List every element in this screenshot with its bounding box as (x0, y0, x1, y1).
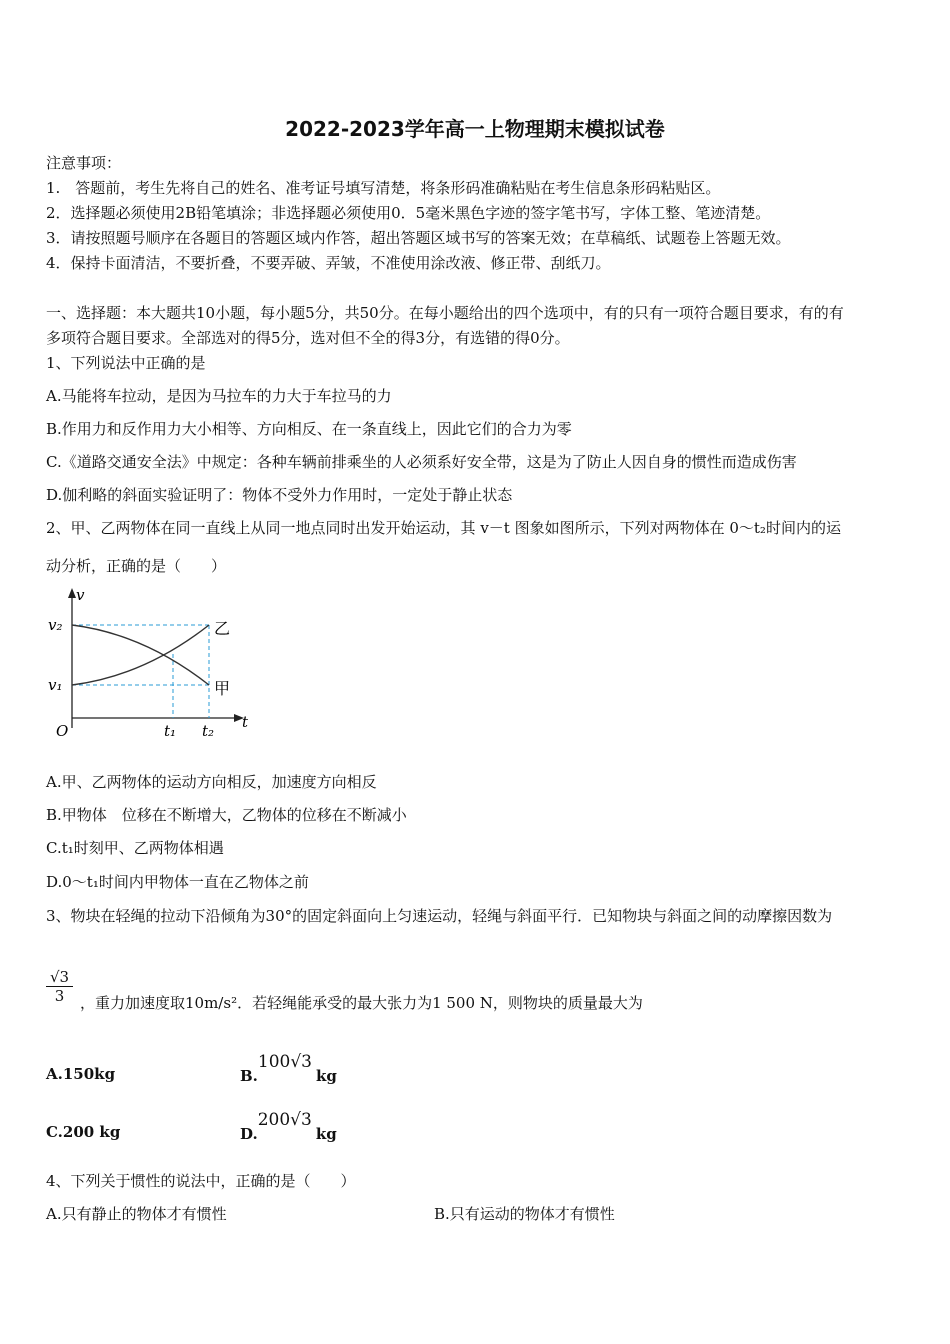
section-intro-line1: 一、选择题：本大题共10小题，每小题5分，共50分。在每小题给出的四个选项中，有的只有一项符合题目要求，有的有 (46, 304, 844, 322)
q3-option-d-unit: kg (315, 1125, 337, 1143)
t-axis-label: t (242, 713, 249, 731)
q1-option-b: B.作用力和反作用力大小相等、方向相反、在一条直线上，因此它们的合力为零 (46, 420, 572, 438)
yi-curve (72, 625, 209, 685)
q2-option-a: A.甲、乙两物体的运动方向相反，加速度方向相反 (46, 773, 377, 791)
q3-option-a: A.150kg (46, 1065, 116, 1083)
notice-item-4: 4．保持卡面清洁，不要折叠，不要弄破、弄皱，不准使用涂改液、修正带、刮纸刀。 (46, 254, 611, 272)
q3-option-b-prefix: B. (240, 1067, 258, 1085)
q3-fraction (46, 968, 73, 1005)
yi-label: 乙 (214, 619, 231, 638)
q3-option-c: C.200 kg (46, 1123, 121, 1141)
q3-stem-line1: 3、物块在轻绳的拉动下沿倾角为30°的固定斜面向上匀速运动，轻绳与斜面平行．已知物块与斜面之间的动摩擦因数为 (46, 907, 833, 925)
page-title: 2022-2023学年高一上物理期末模拟试卷 (285, 117, 665, 141)
vt-graph (44, 584, 254, 744)
q2-stem-line2: 动分析，正确的是（ ） (46, 557, 227, 575)
q3-option-b-unit: kg (316, 1067, 337, 1085)
notice-item-3: 3．请按照题号顺序在各题目的答题区域内作答，超出答题区域书写的答案无效；在草稿纸、试题卷上答题无效。 (46, 229, 791, 247)
q1-option-a: A.马能将车拉动，是因为马拉车的力大于车拉马的力 (46, 387, 392, 405)
v1-label: v₁ (48, 676, 63, 694)
q3-option-d (240, 1110, 337, 1143)
q2-option-d: D.0～t₁时间内甲物体一直在乙物体之前 (46, 873, 309, 891)
q1-option-d: D.伽利略的斜面实验证明了：物体不受外力作用时，一定处于静止状态 (46, 486, 513, 504)
q3-stem-line2: ，重力加速度取10m/s²．若轻绳能承受的最大张力为1 500 N，则物块的质量最大为 (80, 994, 643, 1012)
jia-curve (72, 625, 209, 685)
q2-option-c: C.t₁时刻甲、乙两物体相遇 (46, 839, 224, 857)
v-axis-arrow (68, 588, 76, 598)
notice-item-1: 1. 答题前，考生先将自己的姓名、准考证号填写清楚，将条形码准确粘贴在考生信息条形码粘贴区。 (46, 179, 721, 197)
q3-option-b (240, 1052, 337, 1085)
q3-fraction-numerator: √3 (46, 968, 73, 987)
v-axis-label: v (76, 586, 85, 604)
q2-option-b: B.甲物体 位移在不断增大，乙物体的位移在不断减小 (46, 806, 407, 824)
q3-option-b-math: 100√3 (257, 1052, 313, 1072)
q3-option-d-prefix: D. (240, 1125, 258, 1143)
t2-label: t₂ (202, 722, 215, 740)
section-intro-line2: 多项符合题目要求。全部选对的得5分，选对但不全的得3分，有选错的得0分。 (46, 329, 570, 347)
t1-label: t₁ (164, 722, 177, 740)
notice-item-2: 2．选择题必须使用2B铅笔填涂；非选择题必须使用0．5毫米黑色字迹的签字笔书写，字体工整、笔迹清楚。 (46, 204, 771, 222)
v2-label: v₂ (48, 616, 63, 634)
origin-label: O (56, 722, 69, 740)
notice-heading: 注意事项： (46, 154, 122, 172)
jia-label: 甲 (214, 679, 231, 698)
q4-stem: 4、下列关于惯性的说法中，正确的是（ ） (46, 1172, 356, 1190)
q4-option-a: A.只有静止的物体才有惯性 (46, 1205, 227, 1223)
q1-stem: 1、下列说法中正确的是 (46, 354, 206, 372)
q3-fraction-denominator: 3 (54, 987, 65, 1005)
q4-option-b: B.只有运动的物体才有惯性 (434, 1205, 615, 1223)
q2-stem-line1: 2、甲、乙两物体在同一直线上从同一地点同时出发开始运动，其 v－t 图象如图所示，下列对两物体在 0～t₂时间内的运 (46, 519, 841, 537)
q1-option-c: C.《道路交通安全法》中规定：各种车辆前排乘坐的人必须系好安全带，这是为了防止人因自身的惯性而造成伤害 (46, 453, 797, 471)
q3-option-d-math: 200√3 (257, 1110, 312, 1130)
